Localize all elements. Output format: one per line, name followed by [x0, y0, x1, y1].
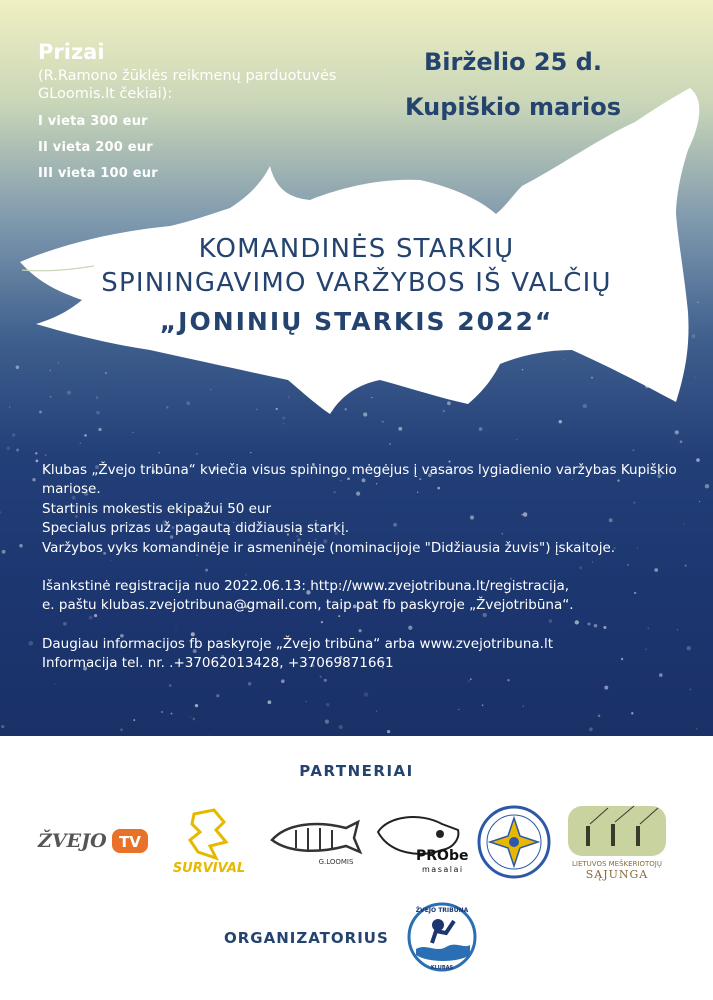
masalai-logo-text: masalai [422, 865, 464, 874]
more-info[interactable]: Daugiau informacijos fb paskyroje „Žvejo tribūna“ arba www.zvejotribuna.lt [42, 635, 553, 652]
fish-bones-icon [296, 828, 332, 850]
prize-first-place: I vieta 300 eur [38, 114, 148, 129]
angler-head-icon [432, 919, 444, 931]
prize-third-place: III vieta 100 eur [38, 166, 158, 181]
g-loomis-logo-text: G.LOOMIS [318, 858, 354, 866]
g-loomis-logo[interactable] [266, 802, 364, 882]
competition-format: Varžybos vyks komandinėje ir asmeninėje (nominacijoje "Didžiausia žuvis") įskaitoje. [42, 539, 616, 556]
survival-logo[interactable] [154, 802, 264, 882]
zvejo-tv-logo-text: ŽVEJO [38, 830, 107, 852]
event-date: Birželio 25 d. [424, 48, 602, 76]
department-seal-logo[interactable] [474, 802, 554, 882]
lms-logo-line2: SĄJUNGA [585, 868, 649, 881]
tv-badge-text: TV [119, 833, 141, 851]
spacer [42, 616, 682, 635]
zvejo-tribuna-logo[interactable] [402, 899, 482, 975]
prizes-block [38, 40, 338, 181]
title-line-3: „JONINIŲ STARKIS 2022“ [159, 307, 554, 336]
lure-eye-icon [436, 830, 444, 838]
organizer-logo-text: ŽVEJO TRIBŪNA [415, 907, 469, 914]
title-line-1: KOMANDINĖS STARKIŲ [198, 234, 515, 264]
registration-email[interactable]: e. paštu klubas.zvejotribuna@gmail.com, taip pat fb paskyroje „Žvejotribūna“. [42, 597, 574, 614]
probe-masalai-logo[interactable] [370, 802, 468, 882]
spacer [42, 558, 682, 577]
event-description [42, 461, 682, 674]
lms-logo-line1: LIETUVOS MEŠKERIOTOJŲ [572, 860, 662, 868]
event-title [0, 232, 713, 342]
registration-link[interactable]: Išankstinė registracija nuo 2022.06.13: http://www.zvejotribuna.lt/registracija, [42, 578, 570, 595]
survival-logo-text: SURVIVAL [172, 861, 246, 876]
partners-heading: PARTNERIAI [299, 762, 414, 780]
partner-logos [34, 802, 684, 882]
seal-center-icon [509, 837, 519, 847]
event-date-location [383, 40, 643, 130]
zvejo-tv-logo[interactable] [34, 802, 152, 882]
organizer-heading: ORGANIZATORIUS [224, 929, 389, 947]
contact-phones: Informacija tel. nr. .+37062013428, +37069871661 [42, 655, 394, 672]
title-line-2: SPININGAVIMO VARŽYBOS IŠ VALČIŲ [101, 268, 612, 298]
prizes-heading: Prizai [38, 40, 105, 64]
entry-fee: Startinis mokestis ekipažui 50 eur [42, 500, 272, 517]
prize-second-place: II vieta 200 eur [38, 140, 153, 155]
probe-logo-text: PRObe [416, 848, 468, 864]
fish-skeleton-icon [272, 822, 360, 852]
special-prize: Specialus prizas už pagautą didžiausią starkį. [42, 520, 350, 537]
lms-logo[interactable] [558, 802, 676, 882]
organizer-logo-sub: KLUBAS [430, 965, 454, 971]
invite-paragraph: Klubas „Žvejo tribūna“ kviečia visus spiningo mėgėjus į vasaros lygiadienio varžybas Kupiškio mariose. [42, 462, 677, 498]
wolf-head-icon [190, 810, 226, 858]
prizes-sponsor-note: (R.Ramono žūklės reikmenų parduotuvės GLoomis.lt čekiai): [38, 68, 337, 102]
event-location: Kupiškio marios [404, 93, 622, 121]
